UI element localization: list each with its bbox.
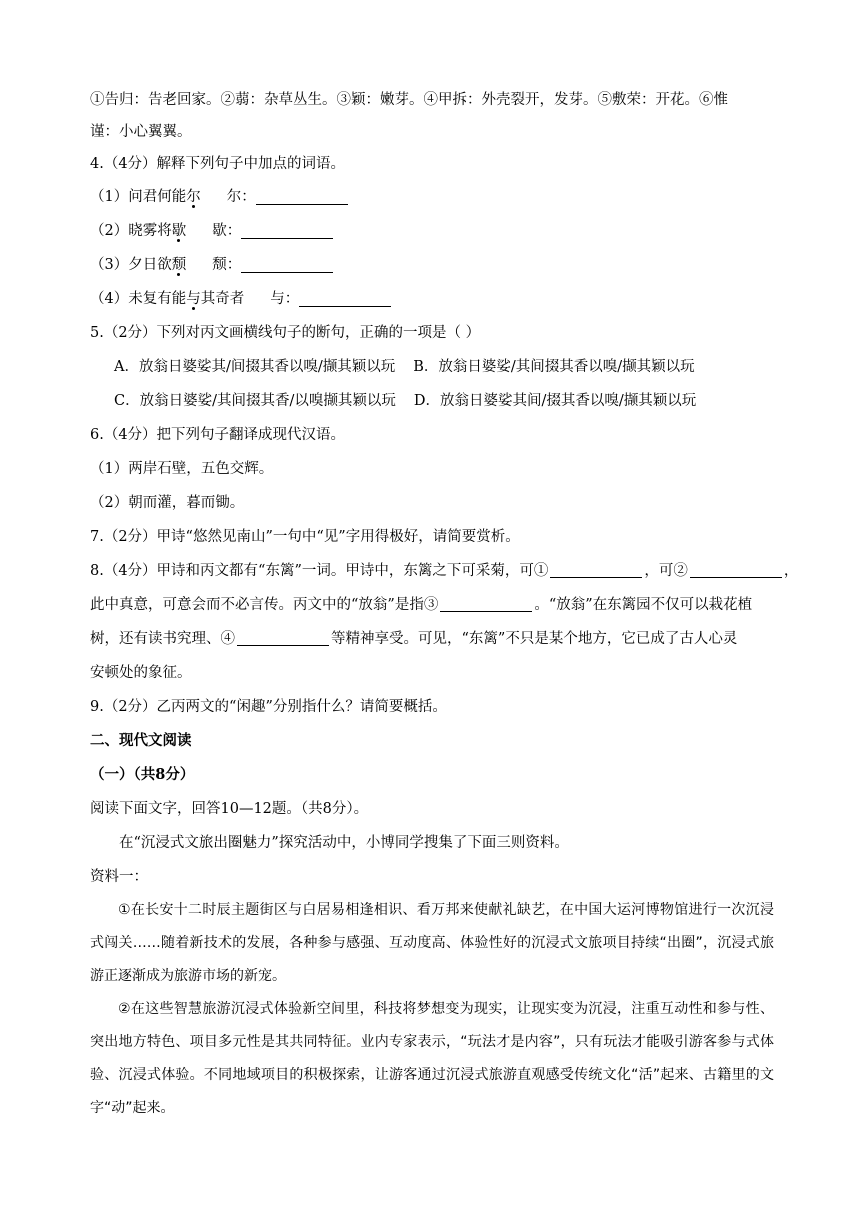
question-4-item-3: （3）夕日欲颓 颓： bbox=[90, 248, 774, 282]
answer-blank[interactable] bbox=[440, 595, 532, 612]
answer-blank[interactable] bbox=[237, 629, 329, 646]
question-6-item-1: （1）两岸石壁，五色交辉。 bbox=[90, 461, 274, 477]
option-c[interactable]: C．放翁日婆娑/其间掇其香/以嗅撷其颖以玩 bbox=[114, 393, 396, 409]
material-paragraph-1: ①在长安十二时辰主题街区与白居易相逢相识、看万邦来使献礼缺艺，在中国大运河博物馆进行一次沉浸式闯关……随着新技术的发展，各种参与感强、互动度高、体验性好的沉浸式文旅项目持续“出圈”，沉浸式旅游正逐渐成为旅游市场的新宠。 bbox=[90, 902, 774, 984]
question-4-stem: 4.（4分）解释下列句子中加点的词语。 bbox=[90, 156, 346, 172]
material-label: 资料一： bbox=[90, 869, 148, 885]
question-6-stem: 6.（4分）把下列句子翻译成现代汉语。 bbox=[90, 427, 346, 443]
section-heading: 二、现代文阅读 bbox=[90, 732, 192, 749]
answer-blank[interactable] bbox=[241, 220, 333, 239]
intro-paragraph: 在“沉浸式文旅出圈魅力”探究活动中，小博同学搜集了下面三则资料。 bbox=[119, 835, 569, 851]
question-8-line-1: 8.（4分）甲诗和丙文都有“东篱”一词。甲诗中，东篱之下可采菊，可① ，可② ， bbox=[90, 563, 799, 579]
material-paragraph-2: ②在这些智慧旅游沉浸式体验新空间里，科技将梦想变为现实，让现实变为沉浸，注重互动性和参与性、突出地方特色、项目多元性是其共同特征。业内专家表示，“玩法才是内容”，只有玩法才能吸引游客参与式体验、沉浸式体验。不同地域项目的积极探索，让游客通过沉浸式旅游直观感受传统文化“活”起来、古籍里的文字“动”起来。 bbox=[90, 1001, 774, 1116]
material-one bbox=[90, 894, 774, 1125]
question-4-item-2: （2）晓雾将歇 歇： bbox=[90, 214, 774, 248]
answer-blank[interactable] bbox=[256, 186, 348, 205]
answer-blank[interactable] bbox=[241, 254, 333, 273]
question-6-item-2: （2）朝而灌，暮而锄。 bbox=[90, 495, 245, 511]
answer-blank[interactable] bbox=[690, 561, 782, 578]
dotted-word: 颓 bbox=[171, 257, 187, 273]
dotted-word: 尔 bbox=[186, 189, 201, 205]
question-5-options-row-2 bbox=[90, 384, 774, 418]
dotted-word: 与 bbox=[186, 291, 201, 307]
part-heading: （一）（共8分） bbox=[90, 766, 195, 783]
document-page bbox=[90, 84, 799, 1125]
question-9: 9.（2分）乙丙两文的“闲趣”分别指什么？请简要概括。 bbox=[90, 699, 447, 715]
option-a[interactable]: A．放翁日婆娑其/间掇其香以嗅/撷其颖以玩 bbox=[114, 359, 396, 375]
question-4-item-1: （1）问君何能尔 尔： bbox=[90, 180, 774, 214]
question-5-options-row-1 bbox=[90, 350, 774, 384]
question-8-line-2: 此中真意，可意会而不必言传。丙文中的“放翁”是指③ 。“放翁”在东篱园不仅可以栽花植 bbox=[90, 597, 753, 613]
question-4-item-4: （4）未复有能与其奇者 与： bbox=[90, 282, 774, 316]
option-b[interactable]: B．放翁日婆娑/其间掇其香以嗅/撷其颖以玩 bbox=[413, 359, 695, 375]
question-7: 7.（2分）甲诗“悠然见南山”一句中“见”字用得极好，请简要赏析。 bbox=[90, 529, 520, 545]
reading-instruction: 阅读下面文字，回答10—12题。（共8分）。 bbox=[90, 801, 369, 817]
answer-blank[interactable] bbox=[550, 561, 642, 578]
answer-blank[interactable] bbox=[299, 288, 391, 307]
notes-line: 谨：小心翼翼。 bbox=[90, 124, 192, 140]
question-8-line-4: 安顿处的象征。 bbox=[90, 665, 192, 681]
question-5-stem: 5.（2分）下列对丙文画横线句子的断句，正确的一项是（ ） bbox=[90, 325, 481, 341]
dotted-word: 歇 bbox=[171, 223, 187, 239]
notes-line: ①告归：告老回家。②蒻：杂草丛生。③颖：嫩芽。④甲拆：外壳裂开，发芽。⑤敷荣：开花。⑥惟 bbox=[90, 92, 728, 108]
option-d[interactable]: D．放翁日婆娑其间/掇其香以嗅/撷其颖以玩 bbox=[413, 393, 697, 409]
question-8-line-3: 树，还有读书究理、④ 等精神享受。可见，“东篱”不只是某个地方，它已成了古人心灵 bbox=[90, 631, 738, 647]
